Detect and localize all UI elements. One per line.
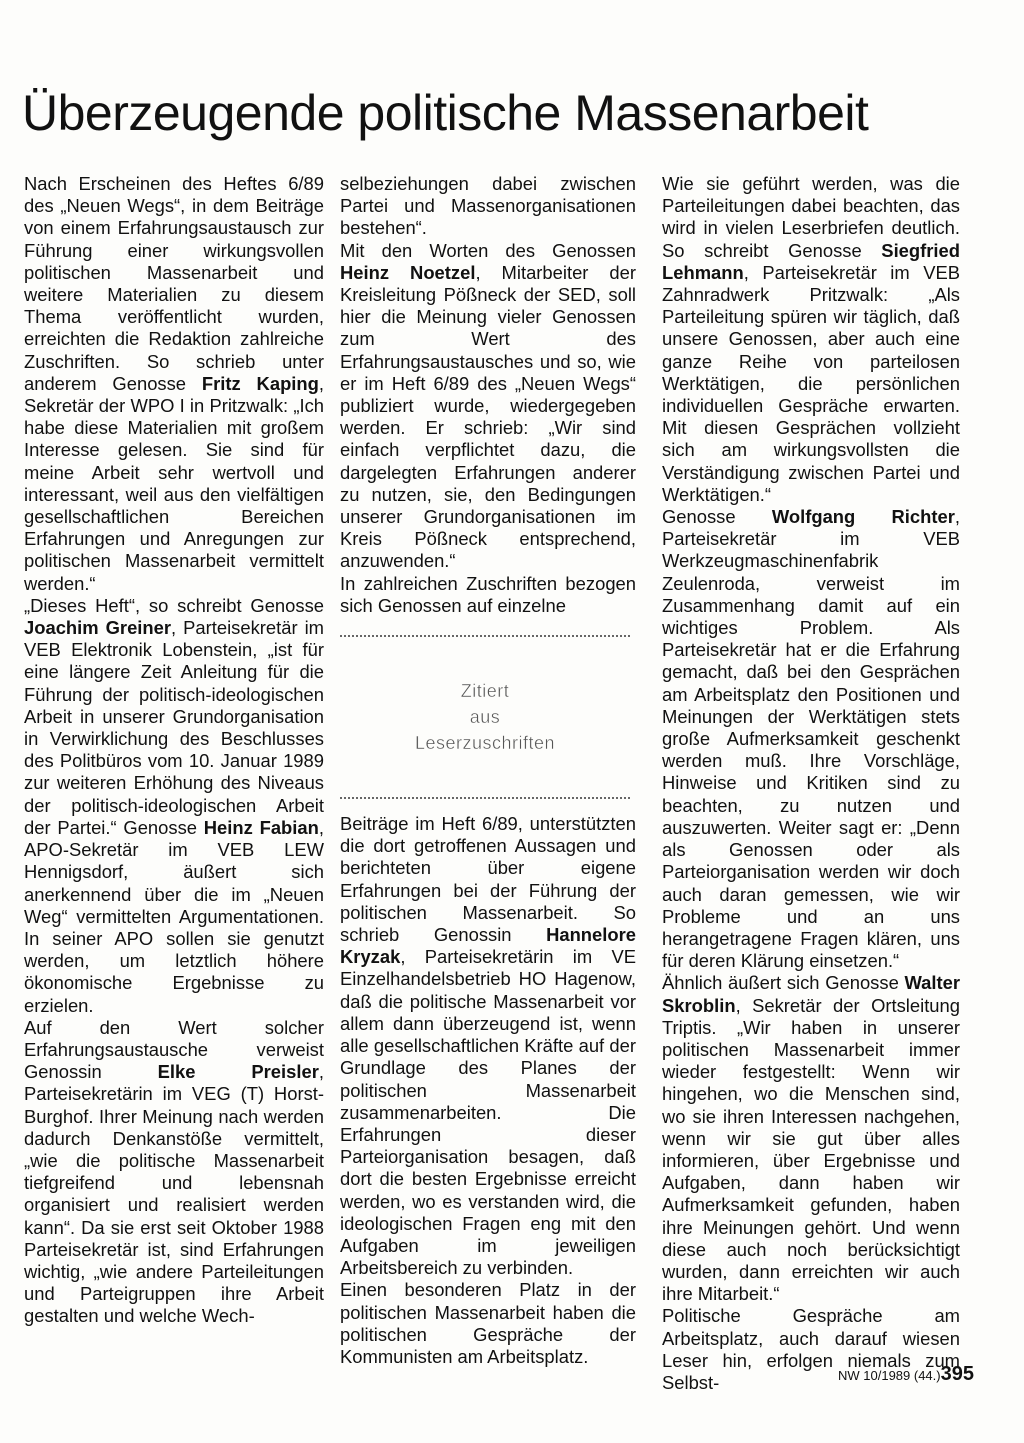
column-body [24,173,324,1328]
text-run: , Parteisekretärin im VE Einzelhandelsbetrieb HO Hagenow, daß die politische Massenarbeit vor allem dann überzeugend ist, wenn alle gesellschaftlichen Kräfte auf der Grundlage des Planes der politischen Massenarbeit zusammenarbeiten. Die Erfahrungen dieser Parteiorganisation besagen, daß dort die besten Ergebnisse erreicht werden, wo es verstanden wird, die ideologischen Fragen eng mit den Aufgaben im jeweiligen Arbeitsbereich zu verbinden. [340,946,636,1279]
text-run: Nach Erscheinen des Heftes 6/89 des „Neuen Wegs“, in dem Beiträge von einem Erfahrungsaustausch zur Führung einer wirkungsvollen politischen Massenarbeit und weitere Materialien zu diesem Thema veröffentlicht wurden, erreichten die Redaktion zahlreiche Zuschriften. So schrieb unter anderem Genosse [24,173,324,394]
column-body-continued [340,813,636,1368]
person-name: Hannelore Kryzak [340,924,636,968]
person-name: Elke Preisler [157,1061,319,1083]
person-name: Heinz Fabian [203,816,319,838]
text-run: Ähnlich äußert sich Genosse [662,972,905,994]
quote-box-line: Leserzuschriften [414,733,556,754]
text-run: , Sekretär der Ortsleitung Triptis. „Wir haben in unserer politischen Massenarbeit immer wieder festgestellt: Wenn wir hingehen, wo die Menschen sind, wo sie ihren Interessen nachgehen, wenn wir sie gut über alles informieren, über Ergebnisse und Aufgaben, dann haben wir Aufmerksamkeit gefunden, haben ihre Meinungen gehört. Und wenn diese auch noch berücksichtigt wurden, dann erreichten wir auch ihre Mitarbeit.“ [662,994,960,1305]
person-name: Fritz Kaping [201,372,319,394]
text-run: In zahlreichen Zuschriften bezogen sich Genossen auf einzelne [340,572,636,616]
text-run: Wie sie geführt werden, was die Parteileitungen dabei beachten, das wird in vielen Leserbriefen deutlich. So schreibt Genosse [662,173,960,261]
quote-box [340,635,630,799]
text-run: , Parteisekretärin im VEG (T) Horst-Burghof. Ihrer Meinung nach werden dadurch Denkanstöße vermittelt, „wie die politische Massenarbeit tiefgreifend und lebensnah organisiert und realisiert werden kann“. Da sie erst seit Oktober 1988 Parteisekretär ist, sind Erfahrungen wichtig, „wie andere Parteileitungen und Parteigruppen ihre Arbeit gestalten und welche Wech- [24,1061,324,1327]
text-run: selbeziehungen dabei zwischen Partei und Massenorganisationen bestehen“. [340,173,636,239]
text-column-1 [24,173,324,1328]
column-body [340,173,636,617]
text-run: Einen besonderen Platz in der politischen Massenarbeit haben die politischen Gespräche der Kommunisten am Arbeitsplatz. [340,1279,636,1367]
quote-box-line: aus [469,707,501,728]
paragraph [662,506,960,972]
text-run: Genosse [662,506,772,528]
paragraph [24,595,324,1017]
page-number: 395 [940,1363,974,1385]
paragraph [662,173,960,506]
dotted-rule-top [340,635,630,637]
text-run: , Parteisekretär im VEB Zahnradwerk Pritzwalk: „Als Parteileitung spüren wir täglich, daß unsere Genossen, aber auch eine ganze Reihe von parteilosen Werktätigen, die persönlichen individuellen Gespräche erwarten. Mit diesen Gesprächen vollzieht sich am wirkungsvollsten die Verständigung zwischen Partei und Werktätigen.“ [662,261,960,505]
column-body [662,173,960,1394]
issue-reference: NW 10/1989 (44.) [838,1368,941,1383]
paragraph [340,1279,636,1368]
dotted-rule-bottom [340,797,630,799]
person-name: Joachim Greiner [24,617,172,639]
quote-box-line: Zitiert [460,681,510,702]
paragraph [340,173,636,240]
page-footer [838,1363,974,1386]
person-name: Heinz Noetzel [340,261,476,283]
text-column-3 [662,173,960,1394]
paragraph [24,173,324,595]
text-run: Mit den Worten des Genossen [340,239,636,261]
text-run: , Parteisekretär im VEB Elektronik Lobenstein, „ist für eine längere Zeit Anleitung für die Führung der politisch-ideologischen Arbeit in unserer Grundorganisation in Verwirklichung des Beschlusses des Politbüros vom 10. Januar 1989 zur weiteren Erhöhung des Niveaus der politisch-ideologischen Arbeit der Partei.“ Genosse [24,617,325,838]
person-name: Siegfried Lehmann [662,239,960,283]
text-run: Politische Gespräche am Arbeitsplatz, auch darauf wiesen Leser hin, erfolgen niemals zum Selbst- [662,1305,960,1393]
text-run: , APO-Sekretär im VEB LEW Hennigsdorf, äußert sich anerkennend über die im „Neuen Weg“ vermittelten Argumentationen. In seiner APO sollen sie genutzt werden, um letztlich höhere ökonomische Ergebnisse zu erzielen. [24,816,324,1016]
paragraph [340,573,636,617]
text-run: , Sekretär der WPO I in Pritzwalk: „Ich habe diese Materialien mit großem Interesse gelesen. Sie sind für meine Arbeit sehr wertvoll und interessant, weil aus den vielfältigen gesellschaftlichen Bereichen Erfahrungen und Anregungen zur politischen Massenarbeit vermittelt werden.“ [24,372,324,594]
paragraph [662,972,960,1305]
text-run: Auf den Wert solcher Erfahrungsaustausche verweist Genossin [24,1016,324,1083]
text-run: Beiträge im Heft 6/89, unterstützten die dort getroffenen Aussagen und berichteten über eigene Erfahrungen bei der Führung der politischen Massenarbeit. So schrieb Genossin [340,813,636,946]
paragraph [24,1017,324,1328]
paragraph [340,240,636,573]
paragraph [340,813,636,1279]
person-name: Wolfgang Richter [771,506,955,528]
text-column-2 [340,173,636,1368]
text-run: , Parteisekretär im VEB Werkzeugmaschinenfabrik Zeulenroda, verweist im Zusammenhang damit auf ein wichtiges Problem. Als Parteisekretär hat er die Erfahrung gemacht, daß bei den Gesprächen am Arbeitsplatz den Positionen und Meinungen der Werktätigen stets große Aufmerksamkeit geschenkt werden muß. Ihre Vorschläge, Hinweise und Kritiken sind zu beachten, zu nutzen und auszuwerten. Weiter sagt er: „Denn als Genossen oder als Parteiorganisation werden wir doch auch daran gemessen, wie wir Probleme und an uns herangetragene Fragen klären, uns für deren Klärung einsetzen.“ [662,506,960,972]
text-run: „Dieses Heft“, so schreibt Genosse [24,594,324,616]
person-name: Walter Skroblin [662,972,960,1016]
article-title: Überzeugende politische Massenarbeit [22,84,869,141]
text-run: , Mitarbeiter der Kreisleitung Pößneck der SED, soll hier die Meinung vieler Genossen zum Wert des Erfahrungsaustausches und so, wie er im Heft 6/89 des „Neuen Wegs“ publiziert wurde, wiedergegeben werden. Er schrieb: „Wir sind einfach verpflichtet dazu, die dargelegten Erfahrungen anderer zu nutzen, sie, den Bedingungen unserer Grundorganisationen im Kreis Pößneck entsprechend, anzuwenden.“ [340,261,637,572]
